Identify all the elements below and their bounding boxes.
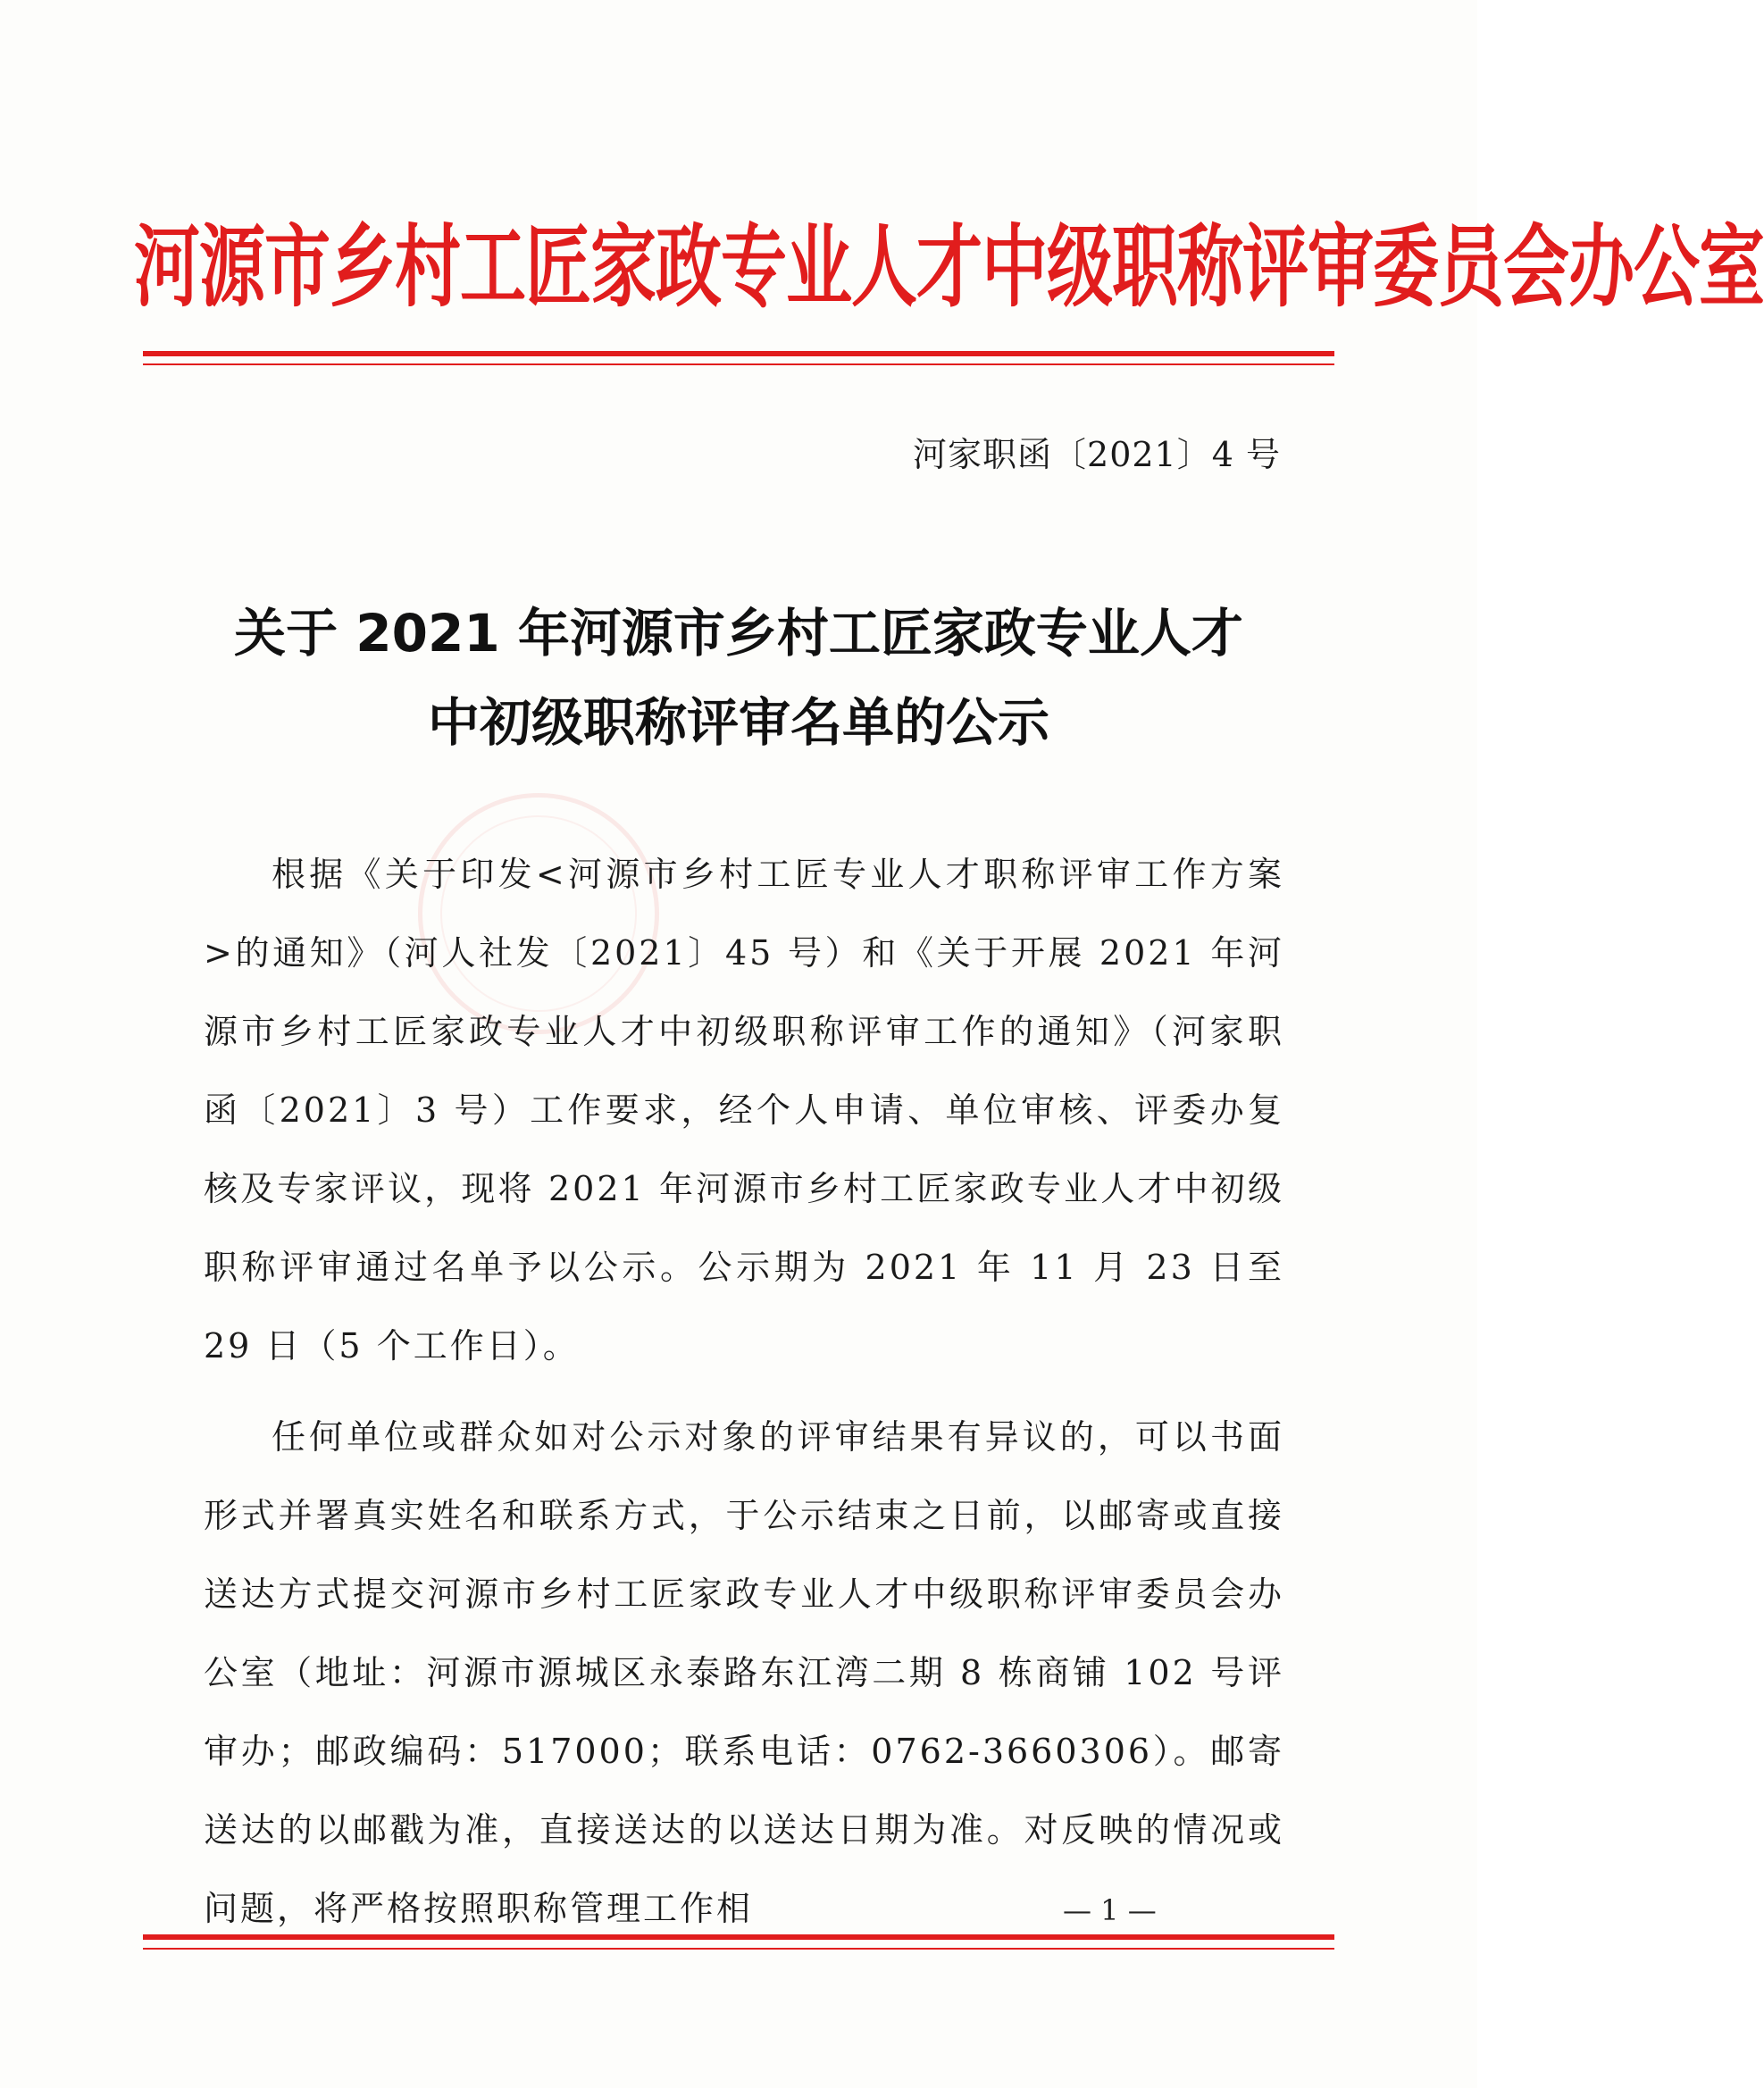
notice-title-line-2: 中初级职称评审名单的公示 — [427, 692, 1049, 753]
notice-body — [204, 835, 1284, 1948]
header-red-rule-thick — [143, 351, 1334, 356]
page-number: — 1 — — [1063, 1893, 1157, 1927]
footer-red-rule-thin — [143, 1948, 1334, 1950]
notice-title-line-1: 关于 2021 年河源市乡村工匠家政专业人才 — [234, 603, 1243, 664]
footer-red-rule-thick — [143, 1934, 1334, 1940]
header-red-rule-thin — [143, 363, 1334, 365]
document-number: 河家职函〔2021〕4 号 — [913, 435, 1281, 474]
issuing-office-title: 河源市乡村工匠家政专业人才中级职称评审委员会办公室 — [134, 215, 1764, 320]
body-paragraph-1: 根据《关于印发<河源市乡村工匠专业人才职称评审工作方案>的通知》（河人社发〔2021〕45 号）和《关于开展 2021 年河源市乡村工匠家政专业人才中初级职称评审工作的通知》（河家职函〔2021〕3 号）工作要求，经个人申请、单位审核、评委办复核及专家评议，现将 2021 年河源市乡村工匠家政专业人才中初级职称评审通过名单予以公示。公示期为 2021 年 11 月 23 日至 29 日（5 个工作日）。 — [204, 855, 1284, 1366]
body-paragraph-2: 任何单位或群众如对公示对象的评审结果有异议的，可以书面形式并署真实姓名和联系方式，于公示结束之日前，以邮寄或直接送达方式提交河源市乡村工匠家政专业人才中级职称评审委员会办公室（地址：河源市源城区永泰路东江湾二期 8 栋商铺 102 号评审办；邮政编码：517000；联系电话：0762-3660306）。邮寄送达的以邮戳为准，直接送达的以送达日期为准。对反映的情况或问题，将严格按照职称管理工作相 — [204, 1417, 1284, 1928]
